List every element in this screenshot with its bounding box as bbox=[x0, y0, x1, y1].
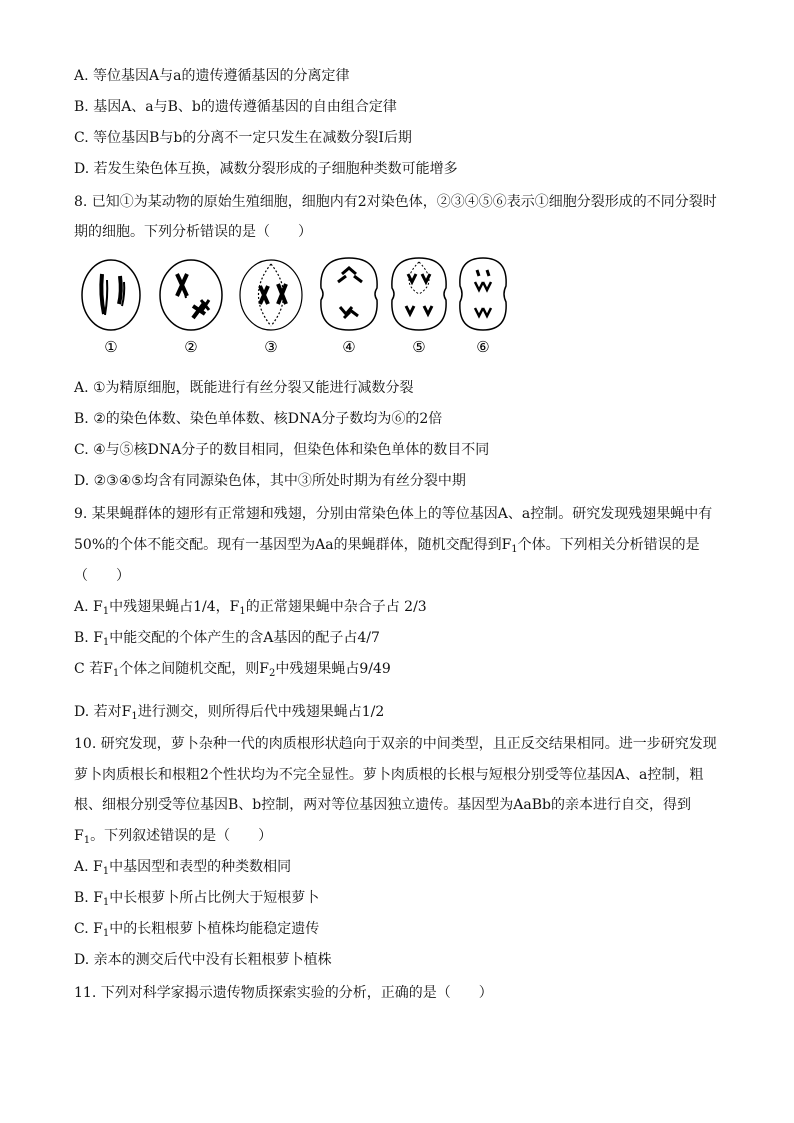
cell-5 bbox=[392, 258, 446, 330]
q9-stem-line1: 9. 某果蝇群体的翅形有正常翅和残翅，分别由常染色体上的等位基因A、a控制。研究发现残翅果蝇中有 bbox=[74, 506, 713, 522]
q9-option-d: D. 若对$F_1$进行测交，则所得后代中残翅果蝇占1/2 bbox=[74, 704, 385, 722]
cell-label-5: ⑤ bbox=[412, 338, 426, 356]
q10-option-c: C. $F_1$中的长粗根萝卜植株均能稳定遗传 bbox=[74, 921, 320, 939]
q8-option-d: D. ②③④⑤均含有同源染色体，其中③所处时期为有丝分裂中期 bbox=[74, 473, 466, 489]
q8-option-a: A. ①为精原细胞，既能进行有丝分裂又能进行减数分裂 bbox=[74, 380, 414, 396]
cell-4 bbox=[321, 258, 377, 330]
q9-option-a: A. $F_1$中残翅果蝇占1/4，$F_1$的正常翅果蝇中杂合子占 2/3 bbox=[74, 599, 427, 617]
cell-3 bbox=[240, 260, 302, 330]
q10-stem-line1: 10. 研究发现，萝卜杂种一代的肉质根形状趋向于双亲的中间类型，且正反交结果相同。进一步研究发现 bbox=[74, 736, 717, 752]
cell-division-figure bbox=[74, 252, 520, 364]
cell-label-1: ① bbox=[104, 338, 118, 356]
cell-label-3: ③ bbox=[264, 338, 278, 356]
q9-stem-line3: （ ） bbox=[74, 568, 130, 584]
q10-stem-line2: 萝卜肉质根长和根粗2个性状均为不完全显性。萝卜肉质根的长根与短根分别受等位基因A、a控制，粗 bbox=[74, 767, 704, 783]
q8-option-b: B. ②的染色体数、染色单体数、核DNA分子数均为⑥的2倍 bbox=[74, 411, 443, 427]
cell-6 bbox=[460, 258, 506, 330]
cell-label-4: ④ bbox=[342, 338, 356, 356]
q8-stem-line2: 期的细胞。下列分析错误的是（ ） bbox=[74, 224, 312, 240]
q10-option-b: B. $F_1$中长根萝卜所占比例大于短根萝卜 bbox=[74, 890, 320, 908]
q10-option-a: A. $F_1$中基因型和表型的种类数相同 bbox=[74, 859, 292, 877]
q7-option-c: C. 等位基因B与b的分离不一定只发生在减数分裂Ⅰ后期 bbox=[74, 130, 412, 146]
q10-stem-line4: $F_1$。下列叙述错误的是（ ） bbox=[74, 828, 273, 846]
cell-2 bbox=[160, 260, 222, 330]
cell-label-6: ⑥ bbox=[476, 338, 490, 356]
q7-option-b: B. 基因A、a与B、b的遗传遵循基因的自由组合定律 bbox=[74, 99, 397, 115]
q9-option-b: B. $F_1$中能交配的个体产生的含A基因的配子占4/7 bbox=[74, 630, 380, 648]
q9-stem-line2: 50%的个体不能交配。现有一基因型为Aa的果蝇群体，随机交配得到$F_1$个体。下列相关分析错误的是 bbox=[74, 537, 700, 555]
q7-option-a: A. 等位基因A与a的遗传遵循基因的分离定律 bbox=[74, 68, 350, 84]
q9-option-c: C 若$F_1$个体之间随机交配，则$F_2$中残翅果蝇占9/49 bbox=[74, 661, 391, 679]
cell-1 bbox=[82, 260, 140, 330]
q10-option-d: D. 亲本的测交后代中没有长粗根萝卜植株 bbox=[74, 952, 332, 968]
q11-stem: 11. 下列对科学家揭示遗传物质探索实验的分析，正确的是（ ） bbox=[74, 985, 493, 1001]
q7-option-d: D. 若发生染色体互换，减数分裂形成的子细胞种类数可能增多 bbox=[74, 161, 458, 177]
q10-stem-line3: 根、细根分别受等位基因B、b控制，两对等位基因独立遗传。基因型为AaBb的亲本进行自交，得到 bbox=[74, 797, 691, 813]
q8-stem-line1: 8. 已知①为某动物的原始生殖细胞，细胞内有2对染色体，②③④⑤⑥表示①细胞分裂形成的不同分裂时 bbox=[74, 194, 717, 210]
cell-label-2: ② bbox=[184, 338, 198, 356]
q8-option-c: C. ④与⑤核DNA分子的数目相同，但染色体和染色单体的数目不同 bbox=[74, 442, 490, 458]
